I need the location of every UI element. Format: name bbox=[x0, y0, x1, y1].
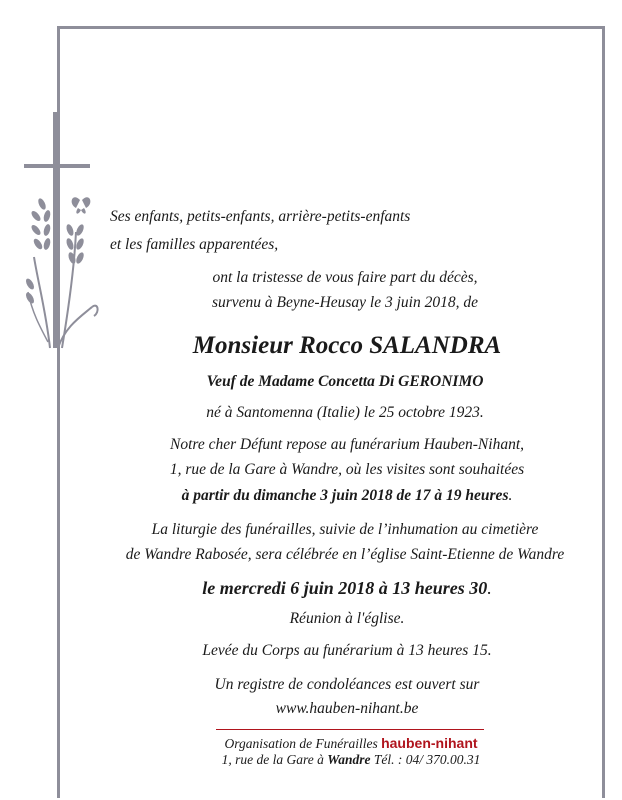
visitation-line-2: 1, rue de la Gare à Wandre, où les visites sont souhaitées bbox=[169, 461, 525, 478]
footer-organisation bbox=[40, 735, 622, 752]
footer-phone: Tél. : 04/ 370.00.31 bbox=[373, 752, 481, 767]
website-link[interactable]: www.hauben-nihant.be bbox=[275, 700, 419, 717]
brand-logo: hauben-nihant bbox=[381, 735, 478, 751]
birth-line: né à Santomenna (Italie) le 25 octobre 1923. bbox=[206, 404, 484, 421]
opening-line-children: Ses enfants, petits-enfants, arrière-petits-enfants bbox=[110, 208, 411, 225]
footer-address-town: Wandre bbox=[327, 752, 371, 767]
visitation-hours bbox=[36, 486, 622, 506]
levee-line: Levée du Corps au funérarium à 13 heures 15. bbox=[202, 642, 492, 659]
cross-wheat-ornament-icon bbox=[20, 112, 110, 362]
deceased-name: Monsieur Rocco SALANDRA bbox=[192, 332, 502, 359]
footer-address-prefix: 1, rue de la Gare à bbox=[221, 752, 324, 767]
ceremony-date-bold: le mercredi 6 juin 2018 à 13 heures 30 bbox=[202, 578, 488, 598]
opening-line-families: et les familles apparentées, bbox=[110, 236, 279, 253]
register-line: Un registre de condoléances est ouvert sur bbox=[214, 676, 480, 693]
meeting-line: Réunion à l'église. bbox=[289, 610, 405, 627]
footer-separator bbox=[216, 729, 484, 730]
ceremony-line-2: de Wandre Rabosée, sera célébrée en l’église Saint-Etienne de Wandre bbox=[125, 546, 565, 563]
spouse-line: Veuf de Madame Concetta Di GERONIMO bbox=[206, 373, 484, 390]
visitation-hours-end: . bbox=[508, 487, 513, 504]
opening-line-place-date: survenu à Beyne-Heusay le 3 juin 2018, de bbox=[211, 294, 478, 311]
visitation-line-1: Notre cher Défunt repose au funérarium Hauben-Nihant, bbox=[169, 436, 525, 453]
footer-org-label: Organisation de Funérailles bbox=[224, 736, 378, 751]
visitation-hours-bold: à partir du dimanche 3 juin 2018 de 17 à 19 heures bbox=[181, 487, 509, 504]
ceremony-date bbox=[36, 578, 622, 598]
ceremony-date-end: . bbox=[487, 578, 492, 598]
ceremony-line-1: La liturgie des funérailles, suivie de l’inhumation au cimetière bbox=[151, 521, 539, 538]
footer-address bbox=[40, 752, 622, 768]
opening-line-announcement: ont la tristesse de vous faire part du décès, bbox=[212, 269, 478, 286]
